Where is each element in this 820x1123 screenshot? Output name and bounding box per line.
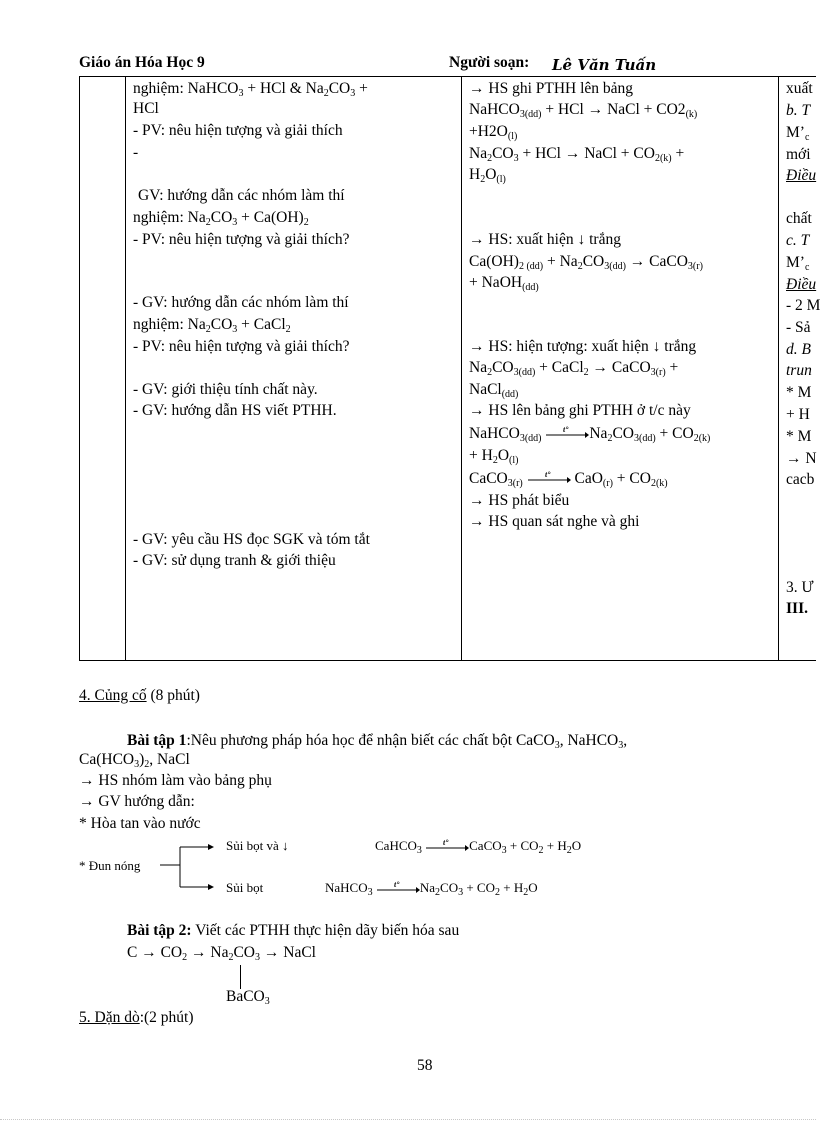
chain-branch-product: BaCO$_3$ xyxy=(226,988,270,1007)
student-line-6: → HS quan sát nghe và ghi xyxy=(469,513,640,530)
conversion-chain: $C \to CO_2 \to Na_2CO_3$ → NaCl xyxy=(127,944,316,963)
note-8: $M’_c$ xyxy=(786,254,810,273)
teacher-line-2: HCl xyxy=(133,100,159,117)
note-2: b. T xyxy=(786,102,811,119)
exercise-1-line-2: $Ca(HCO_3)_2$, NaCl xyxy=(79,751,190,770)
heat-label: * Đun nóng xyxy=(79,858,141,873)
note-16: * M xyxy=(786,428,812,445)
equation-4b: NaCl$_{(dd)}$ xyxy=(469,381,519,400)
chain-branch-line xyxy=(240,965,241,989)
student-line-2: → HS: xuất hiện ↓ trắng xyxy=(469,231,621,248)
equation-5b: + $H_2O_{(l)}$ xyxy=(469,447,519,466)
teacher-line-1: nghiệm: NaHCO$_3$ + HCl & $Na_2CO_3$ + xyxy=(133,80,368,99)
note-10: - 2 M xyxy=(786,297,820,314)
heat-bracket xyxy=(160,843,216,891)
note-3: $M’_c$ xyxy=(786,124,810,143)
table-col-line-3 xyxy=(461,76,462,661)
equation-6: CaCO$_{3(r)}$ t° $CaO_{(r)} + CO_{2(k)}$ xyxy=(469,470,668,489)
table-top-border xyxy=(79,76,816,77)
teacher-line-10: - PV: nêu hiện tượng và giải thích? xyxy=(133,338,350,355)
note-7: c. T xyxy=(786,232,810,249)
note-18: cacb xyxy=(786,471,815,488)
table-col-line-1 xyxy=(79,76,80,661)
svg-text:t°: t° xyxy=(544,470,551,480)
teacher-line-4: - xyxy=(133,144,139,161)
note-1: xuất xyxy=(786,80,813,97)
note-13: trun xyxy=(786,362,812,379)
table-bottom-border xyxy=(79,660,816,661)
branch-1-label: Sủi bọt và ↓ xyxy=(226,838,289,853)
equation-2a: $Na_2CO_3$ + HCl → NaCl + $CO_{2(k)}$ + xyxy=(469,145,685,164)
note-12: d. B xyxy=(786,341,811,358)
student-line-1: → HS ghi PTHH lên bảng xyxy=(469,80,634,97)
equation-5a: NaHCO$_{3(dd)}$ t° $Na_2CO_{3(dd)} + CO_{2(k)}$ xyxy=(469,425,711,444)
page-bottom-divider xyxy=(0,1119,816,1120)
header-subject: Giáo án Hóa Học 9 xyxy=(79,54,205,71)
equation-4a: $Na_2CO_{3(dd)}$ + CaCl$_2$ → CaCO$_{3(r)}$ + xyxy=(469,359,679,378)
note-4: mới xyxy=(786,146,811,163)
teacher-line-11: - GV: giới thiệu tính chất này. xyxy=(133,381,318,398)
equation-1b: $+H2O_{(l)}$ xyxy=(469,123,518,142)
table-col-line-2 xyxy=(125,76,126,661)
branch-2-label: Sủi bọt xyxy=(226,880,264,895)
note-20: III. xyxy=(786,600,808,617)
section5-heading: 5. Dặn dò:(2 phút) xyxy=(79,1009,194,1026)
header-author-label: Người soạn: xyxy=(449,54,530,71)
exercise-1-line-1: Bài tập 1:Nêu phương pháp hóa học để nhận biết các chất bột CaCO$_3$, NaHCO$_3$, xyxy=(127,732,628,751)
teacher-line-5: GV: hướng dẫn các nhóm làm thí xyxy=(138,187,345,204)
note-5: Điều xyxy=(786,167,817,184)
student-line-3: → HS: hiện tượng: xuất hiện ↓ trắng xyxy=(469,338,697,355)
equation-3b: + NaOH$_{(dd)}$ xyxy=(469,274,539,293)
student-line-4: → HS lên bảng ghi PTHH ở t/c này xyxy=(469,402,691,419)
student-line-5: → HS phát biểu xyxy=(469,492,570,509)
teacher-line-13: - GV: yêu cầu HS đọc SGK và tóm tắt xyxy=(133,531,370,548)
exercise-1-line-3: → HS nhóm làm vào bảng phụ xyxy=(79,772,272,789)
note-6: chất xyxy=(786,210,812,227)
teacher-line-8: - GV: hướng dẫn các nhóm làm thí xyxy=(133,294,349,311)
svg-text:t°: t° xyxy=(563,425,569,435)
exercise-1-line-4: → GV hướng dẫn: xyxy=(79,793,195,810)
equation-1a: NaHCO$_{3(dd)}$ + HCl → NaCl + $CO2_{(k)}$ xyxy=(469,101,698,120)
teacher-line-7: - PV: nêu hiện tượng và giải thích? xyxy=(133,231,350,248)
note-19: 3. Ư xyxy=(786,579,814,596)
note-9: Điều xyxy=(786,276,817,293)
teacher-line-9: nghiệm: $Na_2CO_3$ + CaCl$_2$ xyxy=(133,316,291,335)
exercise-2-line-1: Bài tập 2: Viết các PTHH thực hiện dãy biến hóa sau xyxy=(127,922,460,939)
exercise-1-line-5: * Hòa tan vào nước xyxy=(79,815,201,832)
equation-3a: $Ca(OH)_{2 (dd)} + Na_2CO_{3(dd)}$ → CaCO$_{3(r)}$ xyxy=(469,253,703,272)
branch-1-equation: CaHCO$_3$ t° CaCO$_3$ + $CO_2 + H_2O$ xyxy=(375,838,582,856)
note-17: → N xyxy=(786,450,817,467)
equation-2b: $H_2O_{(l)}$ xyxy=(469,166,506,185)
branch-2-equation: NaHCO$_3$ t° $Na_2CO_3 + CO_2 + H_2O$ xyxy=(325,880,538,898)
author-signature: Lê Văn Tuấn xyxy=(552,56,657,74)
note-11: - Sả xyxy=(786,319,811,336)
svg-text:t°: t° xyxy=(393,880,400,890)
svg-text:t°: t° xyxy=(443,838,449,848)
table-col-line-4 xyxy=(778,76,779,661)
note-14: * M xyxy=(786,384,812,401)
note-15: + H xyxy=(786,406,810,423)
section4-heading: 4. Củng cố (8 phút) xyxy=(79,687,200,704)
page-number: 58 xyxy=(417,1057,433,1074)
teacher-line-6: nghiệm: $Na_2CO_3 + Ca(OH)_2$ xyxy=(133,209,309,228)
teacher-line-3: - PV: nêu hiện tượng và giải thích xyxy=(133,122,343,139)
teacher-line-12: - GV: hướng dẫn HS viết PTHH. xyxy=(133,402,337,419)
teacher-line-14: - GV: sử dụng tranh & giới thiệu xyxy=(133,552,336,569)
